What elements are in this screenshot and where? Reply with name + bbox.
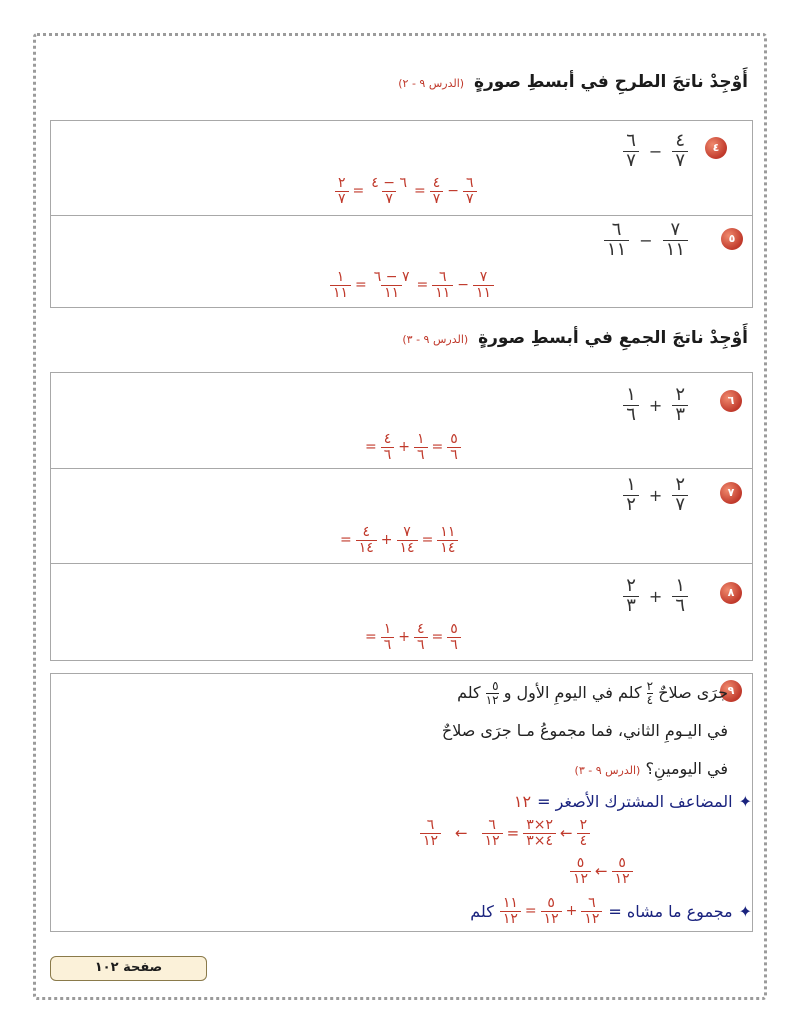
problem-expression: $\frac{١}{٦}$ + $\frac{٢}{٣}$ — [623, 577, 688, 616]
answer-expression: $\frac{٥}{٦}$ = $\frac{١}{٦}$ + $\frac{٤}{٦}$ = — [365, 432, 461, 462]
problem-number-badge: ٨ — [720, 582, 742, 604]
problem-expression: $\frac{٢}{٣}$ + $\frac{١}{٦}$ — [623, 386, 688, 425]
problem-expression: $\frac{٧}{١١}$ − $\frac{٦}{١١}$ — [604, 221, 688, 260]
section-heading-addition — [402, 328, 748, 348]
bullet-icon: ✦ — [738, 792, 752, 811]
problem-number-badge: ٧ — [720, 482, 742, 504]
bullet-icon: ✦ — [738, 901, 752, 921]
answer-expression: $\frac{٧}{١١}$ − $\frac{٦}{١١}$ = $\frac{٧ - ٦}{١١}$ = $\frac{١}{١١}$ — [330, 270, 494, 300]
heading-text: أَوْجِدْ ناتجَ الجمعِ في أبسطِ صورةٍ — [478, 328, 748, 348]
fraction: $\frac{٦}{٧}$ — [623, 132, 639, 171]
lcm-step: ✦ المضاعف المشترك الأصغر = ١٢ — [513, 792, 752, 811]
problem-text-line-2: في اليـومِ الثاني، فما مجموعُ مـا جرَى صلاحٌ — [441, 721, 728, 740]
answer-expression: $\frac{١١}{١٤}$ = $\frac{٧}{١٤}$ + $\frac{٤}{١٤}$ = — [340, 525, 458, 555]
answer-expression: $\frac{٦}{٧}$ − $\frac{٤}{٧}$ = $\frac{٦ - ٤}{٧}$ = $\frac{٢}{٧}$ — [335, 176, 477, 206]
section-heading-subtraction — [398, 72, 748, 92]
problem-number-badge: ٥ — [721, 228, 743, 250]
answer-expression: $\frac{٥}{٦}$ = $\frac{٤}{٦}$ + $\frac{١}{٦}$ = — [365, 622, 461, 652]
lesson-reference: (الدرس ٩ - ٣) — [402, 333, 469, 346]
problem-number-badge: ٤ — [705, 137, 727, 159]
page-number-label: صفحة ١٠٢ — [50, 956, 207, 981]
lesson-reference: (الدرس ٩ - ٢) — [398, 77, 465, 90]
problem-number-badge: ٩ — [720, 680, 742, 702]
problem-expression — [623, 132, 688, 171]
problem-text-line-1: جرَى صلاحٌ $\frac{٢}{٤}$ كلم في اليومِ الأول و $\frac{٥}{١٢}$ كلم — [457, 679, 728, 707]
conversion-step-1: $\frac{٢}{٤}$ ← $\frac{٢\times ٣}{٤\times ٣}$ = $\frac{٦}{١٢}$ ← $\frac{٦}{١٢}$ — [420, 818, 590, 848]
operator: − — [648, 141, 663, 161]
problem-text-line-3: في اليومينِ؟ (الدرس ٩ - ٣) — [574, 759, 728, 778]
sum-step: ✦ مجموع ما مشاه = $\frac{٦}{١٢}$ + $\frac{٥}{١٢}$ = $\frac{١١}{١٢}$ كلم — [470, 895, 752, 927]
conversion-step-2: $\frac{٥}{١٢}$ ← $\frac{٥}{١٢}$ — [570, 856, 633, 886]
problem-number-badge: ٦ — [720, 390, 742, 412]
heading-text: أَوْجِدْ ناتجَ الطرحِ في أبسطِ صورةٍ — [473, 72, 748, 92]
problem-expression: $\frac{٢}{٧}$ + $\frac{١}{٢}$ — [623, 476, 688, 515]
fraction: $\frac{٤}{٧}$ — [672, 132, 688, 171]
lesson-reference: (الدرس ٩ - ٣) — [574, 764, 641, 777]
